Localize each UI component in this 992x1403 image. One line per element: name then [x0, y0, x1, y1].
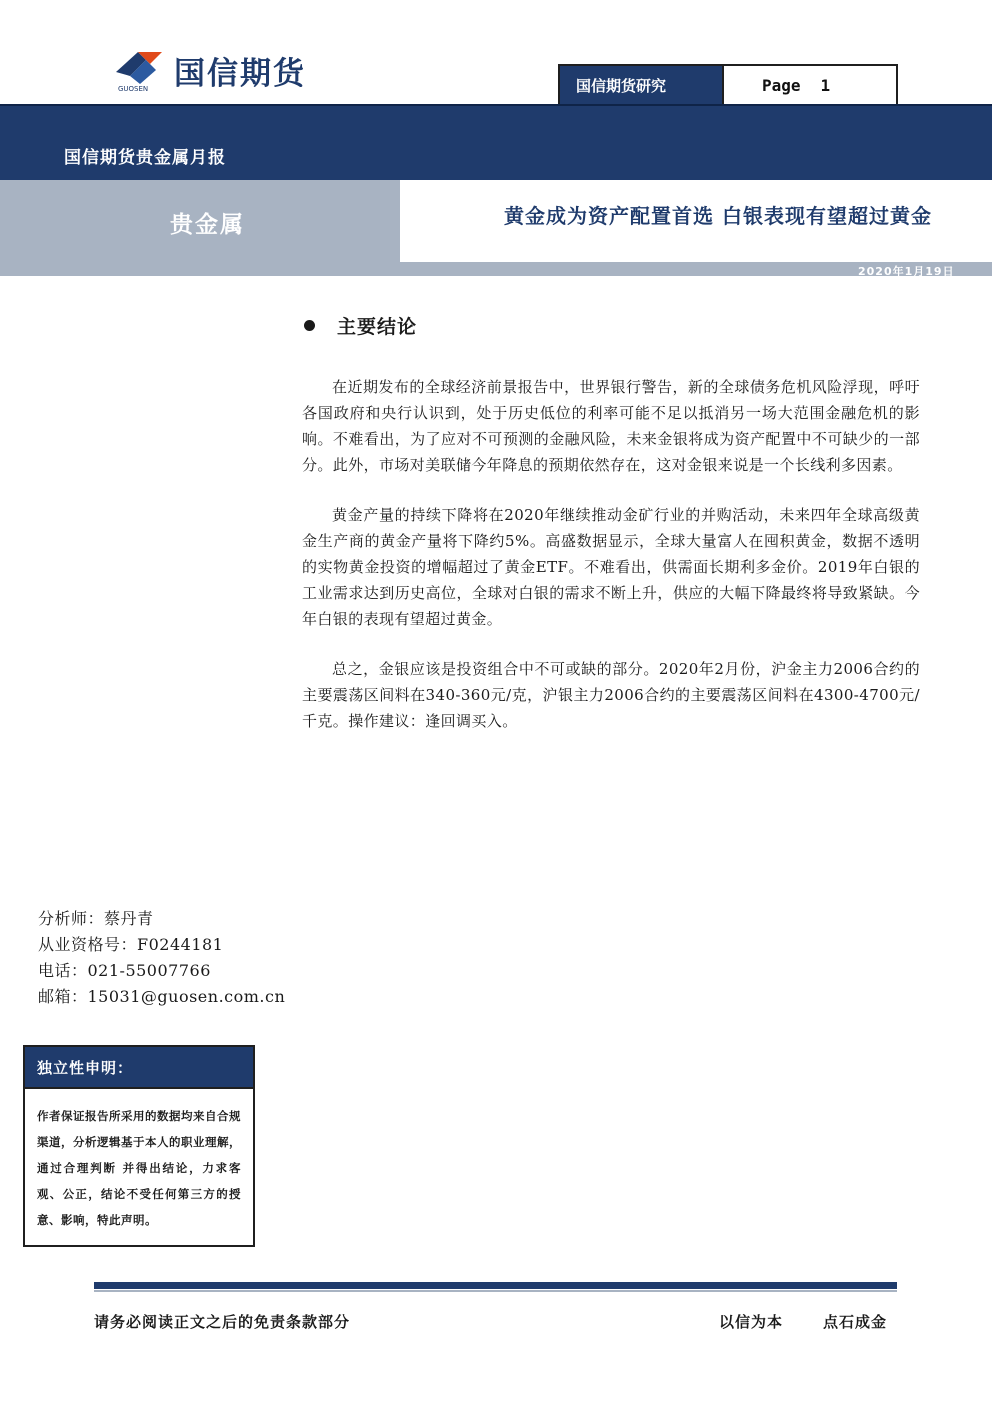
- page-indicator: [558, 64, 898, 106]
- paragraph: 总之，金银应该是投资组合中不可或缺的部分。2020年2月份，沪金主力2006合约的主要震荡区间料在340-360元/克，沪银主力2006合约的主要震荡区间料在4300-4700元/千克。操作建议：逢回调买入。: [302, 660, 920, 730]
- document-title: 黄金成为资产配置首选 白银表现有望超过黄金: [504, 204, 932, 228]
- sector-label: 贵金属: [170, 212, 245, 238]
- section-heading: [304, 312, 417, 339]
- analyst-license: 从业资格号：F0244181: [38, 935, 224, 954]
- footer-motto-1: 以信为本: [719, 1313, 784, 1331]
- report-type-band: [0, 104, 992, 182]
- footer-motto-2: 点石成金: [823, 1313, 888, 1331]
- analyst-name: 分析师：蔡丹青: [38, 909, 154, 928]
- sector-band: [0, 180, 400, 262]
- footer-divider: [94, 1282, 897, 1289]
- page-number-area: [724, 66, 896, 104]
- declaration-title: 独立性申明：: [25, 1047, 253, 1089]
- footer-disclaimer: 请务必阅读正文之后的免责条款部分: [94, 1313, 351, 1331]
- page-number: 1: [820, 75, 831, 95]
- paragraph: 黄金产量的持续下降将在2020年继续推动金矿行业的并购活动，未来四年全球高级黄金生产商的黄金产量将下降约5%。高盛数据显示，全球大量富人在囤积黄金，数据不透明的实物黄金投资的增幅超过了黄金ETF。不难看出，供需面长期利多金价。2019年白银的工业需求达到历史高位，全球对白银的需求不断上升，供应的大幅下降最终将导致紧缺。今年白银的表现有望超过黄金。: [302, 506, 920, 628]
- footer-divider-thin: [94, 1290, 897, 1292]
- report-date: 2020年1月19日: [858, 265, 955, 278]
- analyst-email[interactable]: 邮箱：15031@guosen.com.cn: [38, 987, 286, 1006]
- analyst-phone: 电话：021-55007766: [38, 961, 211, 980]
- analyst-info: [38, 906, 285, 1010]
- section-title: 主要结论: [337, 316, 418, 338]
- paragraph: 在近期发布的全球经济前景报告中，世界银行警告，新的全球债务危机风险浮现，呼吁各国政府和央行认识到，处于历史低位的利率可能不足以抵消另一场大范围金融危机的影响。不难看出，为了应对不可预测的金融风险，未来金银将成为资产配置中不可缺少的一部分。此外，市场对美联储今年降息的预期依然存在，这对金银来说是一个长线利多因素。: [302, 378, 920, 474]
- bullet-icon: [304, 320, 315, 331]
- main-conclusions-body: [302, 374, 920, 758]
- logo-text: 国信期货: [174, 55, 306, 92]
- guosen-logo-icon: [116, 48, 168, 92]
- logo-subtext: GUOSEN: [118, 85, 149, 92]
- report-type: 国信期货贵金属月报: [64, 148, 226, 168]
- independence-declaration: [23, 1045, 255, 1247]
- department-label: 国信期货研究: [560, 66, 724, 104]
- declaration-text: 作者保证报告所采用的数据均来自合规渠道，分析逻辑基于本人的职业理解，通过合理判断 并得出结论，力求客观、公正，结论不受任何第三方的授意、影响，特此声明。: [37, 1109, 241, 1227]
- page-label: Page: [762, 75, 801, 95]
- title-area: [400, 180, 992, 262]
- company-logo: [116, 48, 306, 92]
